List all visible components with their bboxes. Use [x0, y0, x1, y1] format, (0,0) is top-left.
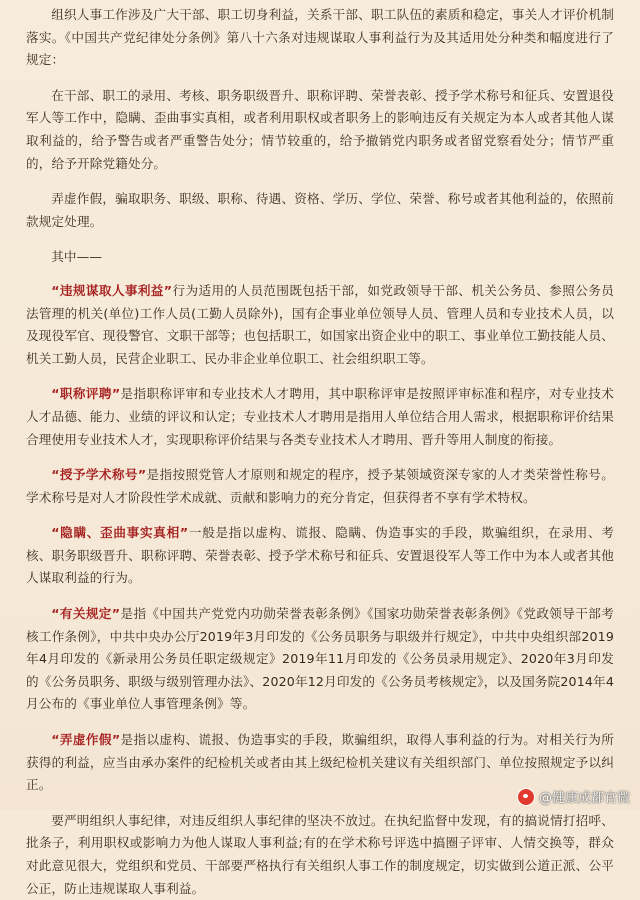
term-label: “职称评聘” — [51, 386, 121, 402]
paragraph-text: 其中—— — [51, 249, 103, 265]
paragraph-text: 组织人事工作涉及广大干部、职工切身利益，关系干部、职工队伍的素质和稳定，事关人才评价机制落实。《中国共产党纪律处分条例》第八十六条对违规谋取人事利益行为及其适用处分种类和幅度进行了规定： — [26, 7, 614, 68]
weibo-watermark — [517, 787, 630, 806]
paragraph-conclusion — [26, 810, 614, 900]
paragraph-text: 是指《中国共产党党内功勋荣誉表彰条例》《国家功勋荣誉表彰条例》《党政领导干部考核工作条例》，中共中央办公厅2019年3月印发的《公务员职务与职级并行规定》，中共中央组织部2019年4月印发的《新录用公务员任职定级规定》2019年11月印发的《公务员录用规定》、2020年3月印发的《公务员职务、职级与级别管理办法》、2020年12月印发的《公务员考核规定》，以及国务院2014年4月公布的《事业单位人事管理条例》等。 — [26, 606, 614, 712]
term-label: “弄虚作假” — [51, 732, 121, 748]
paragraph-term-illegal-benefit — [26, 280, 614, 370]
paragraph-term-academic-title — [26, 464, 614, 509]
term-label: “隐瞒、歪曲事实真相” — [51, 525, 189, 541]
term-label: “授予学术称号” — [51, 467, 147, 483]
paragraph-text: 行为适用的人员范围既包括干部，如党政领导干部、机关公务员、参照公务员法管理的机关(单位)工作人员(工勤人员除外)，国有企事业单位领导人员、管理人员和专业技术人员，以及现役军官、现役警官、文职干部等；也包括职工，如国家出资企业中的职工、事业单位工勤技能人员、机关工勤人员，民营企业职工、民办非企业单位职工、社会组织职工等。 — [26, 282, 614, 366]
watermark-text: @健康成都官微 — [538, 791, 630, 806]
paragraph-clause-2 — [26, 188, 614, 233]
paragraph-term-title-evaluation — [26, 383, 614, 451]
paragraph-text: 要严明组织人事纪律，对违反组织人事纪律的坚决不放过。在执纪监督中发现，有的搞说情打招呼、批条子，利用职权或影响力为他人谋取人事利益;有的在学术称号评选中搞圈子评审、人情交换等，群众对此意见很大，党组织和党员、干部要严格执行有关组织人事工作的制度规定，切实做到公道正派、公平公正，防止违规谋取人事利益。 — [26, 812, 614, 896]
term-label: “有关规定” — [51, 606, 121, 622]
weibo-logo-icon — [517, 788, 535, 806]
paragraph-among — [26, 246, 614, 269]
paragraph-intro — [26, 4, 614, 72]
paragraph-clause-1 — [26, 85, 614, 175]
paragraph-text: 是指以虚构、谎报、伪造事实的手段，欺骗组织，取得人事利益的行为。对相关行为所获得的利益，应当由承办案件的纪检机关或者由其上级纪检机关建议有关组织部门、单位按照规定予以纠正。 — [26, 732, 614, 793]
paragraph-term-regulations — [26, 603, 614, 716]
paragraph-term-conceal — [26, 522, 614, 590]
paragraph-text: 一般是指以虚构、谎报、隐瞒、伪造事实的手段，欺骗组织，在录用、考核、职务职级晋升、职称评聘、荣誉表彰、授予学术称号和征兵、安置退役军人等工作中为本人或者其他人谋取利益的行为。 — [26, 525, 614, 586]
paragraph-text: 是指职称评审和专业技术人才聘用，其中职称评审是按照评审标准和程序，对专业技术人才品德、能力、业绩的评议和认定；专业技术人才聘用是指用人单位结合用人需求，根据职称评价结果合理使用专业技术人才，实现职称评价结果与各类专业技术人才聘用、晋升等用人制度的衔接。 — [26, 386, 614, 447]
paragraph-text: 弄虚作假，骗取职务、职级、职称、待遇、资格、学历、学位、荣誉、称号或者其他利益的，依照前款规定处理。 — [26, 191, 614, 229]
term-label: “违规谋取人事利益” — [51, 282, 173, 298]
paragraph-text: 是指按照党管人才原则和规定的程序，授予某领域资深专家的人才类荣誉性称号。学术称号是对人才阶段性学术成就、贡献和影响力的充分肯定，但获得者不享有学术特权。 — [26, 467, 614, 505]
paragraph-text: 在干部、职工的录用、考核、职务职级晋升、职称评聘、荣誉表彰、授予学术称号和征兵、安置退役军人等工作中，隐瞒、歪曲事实真相，或者利用职权或者职务上的影响违反有关规定为本人或者其他人谋取利益的，给予警告或者严重警告处分；情节较重的，给予撤销党内职务或者留党察看处分；情节严重的，给予开除党籍处分。 — [26, 87, 614, 171]
